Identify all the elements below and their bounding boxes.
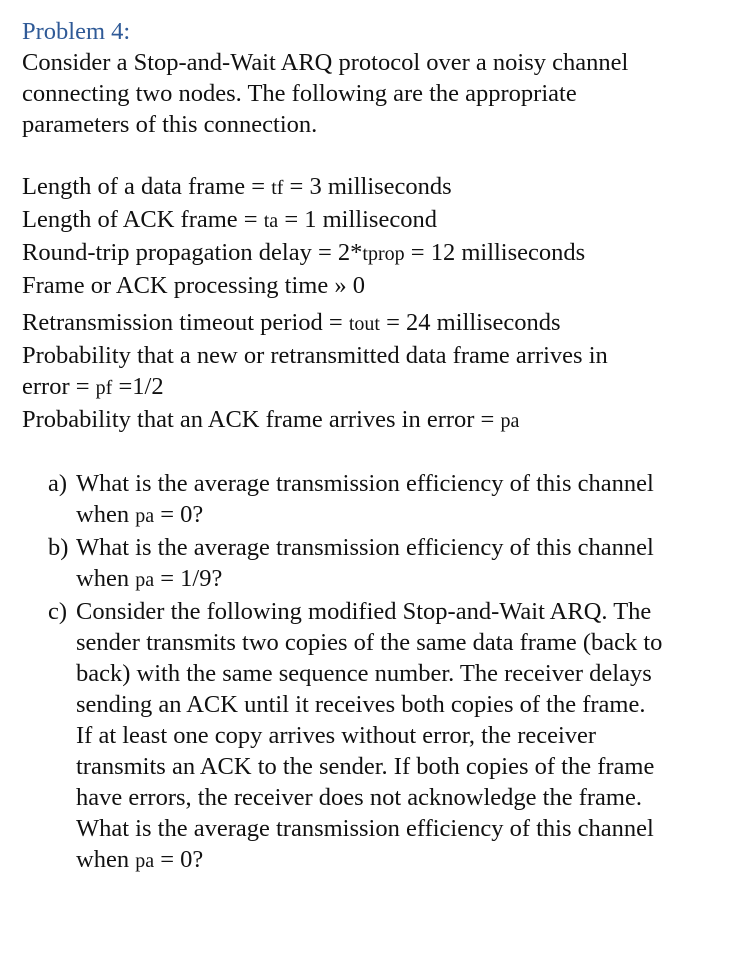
parameter-list: [22, 171, 742, 437]
question-text: What is the average transmission efficiency of this channel: [76, 815, 654, 842]
intro-line: connecting two nodes. The following are the appropriate: [22, 80, 577, 107]
question-text: sending an ACK until it receives both copies of the frame.: [76, 691, 646, 718]
question-text: when pa = 1/9?: [76, 565, 223, 592]
param-frame-length: Length of a data frame = tf = 3 milliseconds: [22, 173, 452, 200]
question-list: [22, 468, 742, 877]
intro-line: parameters of this connection.: [22, 111, 318, 138]
param-processing-time: Frame or ACK processing time » 0: [22, 272, 365, 299]
param-frame-error-prob: Probability that a new or retransmitted data frame arrives in: [22, 342, 608, 369]
question-text: have errors, the receiver does not acknowledge the frame.: [76, 784, 642, 811]
question-text: transmits an ACK to the sender. If both copies of the frame: [76, 753, 655, 780]
question-text: back) with the same sequence number. The receiver delays: [76, 660, 652, 687]
question-label: b): [48, 534, 69, 561]
param-ack-length: Length of ACK frame = ta = 1 millisecond: [22, 206, 437, 233]
question-text: If at least one copy arrives without error, the receiver: [76, 722, 597, 749]
question-text: sender transmits two copies of the same data frame (back to: [76, 629, 663, 656]
param-frame-error-prob-value: error = pf =1/2: [22, 373, 164, 400]
question-c: [22, 596, 742, 877]
intro-paragraph: [22, 47, 742, 140]
param-ack-error-prob: Probability that an ACK frame arrives in error = pa: [22, 406, 520, 433]
question-label: a): [48, 470, 68, 497]
param-timeout: Retransmission timeout period = tout = 24 milliseconds: [22, 309, 561, 336]
problem-document: [22, 16, 742, 877]
question-b: [22, 532, 742, 596]
question-text: What is the average transmission efficiency of this channel: [76, 534, 654, 561]
question-a: [22, 468, 742, 532]
question-label: c): [48, 598, 68, 625]
question-text: What is the average transmission efficiency of this channel: [76, 470, 654, 497]
question-text: when pa = 0?: [76, 846, 204, 873]
problem-title: Problem 4:: [22, 18, 131, 45]
question-text: Consider the following modified Stop-and-Wait ARQ. The: [76, 598, 652, 625]
intro-line: Consider a Stop-and-Wait ARQ protocol over a noisy channel: [22, 49, 629, 76]
question-text: when pa = 0?: [76, 501, 204, 528]
param-round-trip-delay: Round-trip propagation delay = 2*tprop = 12 milliseconds: [22, 239, 586, 266]
